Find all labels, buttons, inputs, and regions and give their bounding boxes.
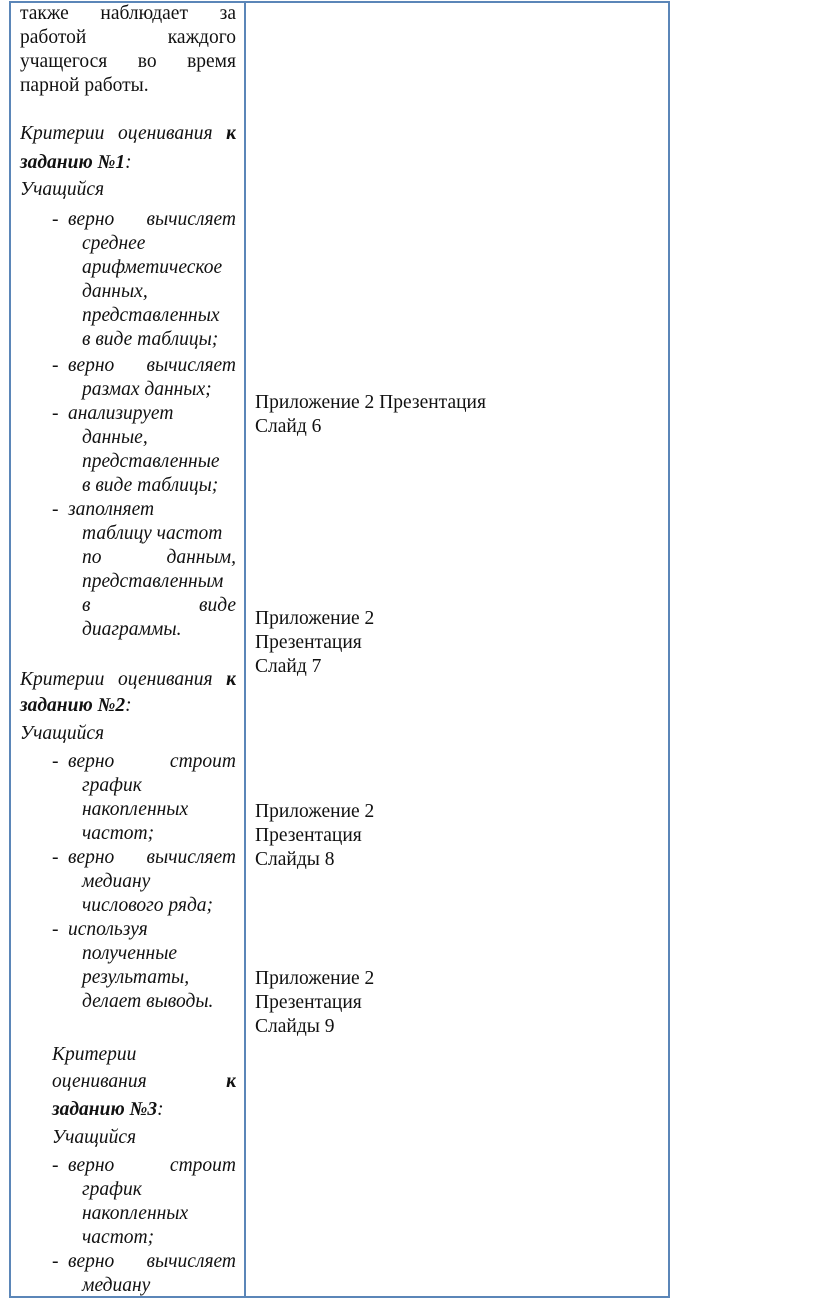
criteria-bullet-line: [68, 1154, 236, 1178]
text-segment: накопленных: [82, 799, 189, 820]
text-segment: медиану: [82, 1275, 151, 1296]
bullet-dash: -: [52, 847, 59, 868]
text-line: [82, 798, 236, 822]
text-segment: представленным: [82, 571, 224, 592]
text-line: [82, 304, 236, 328]
text-line: [82, 1274, 236, 1298]
text-line: [20, 722, 236, 746]
text-line: [52, 1098, 236, 1122]
criteria-bullet-line: [68, 918, 236, 942]
text-segment: Критерии оценивания: [20, 669, 227, 690]
criteria-bullet-line: [68, 750, 236, 774]
text-segment: частот;: [82, 823, 155, 844]
resource-reference: Презентация: [255, 632, 362, 653]
text-segment: представленные: [82, 451, 220, 472]
text-segment: верно строит: [68, 1155, 236, 1176]
text-line: [82, 522, 236, 546]
text-segment: делает выводы.: [82, 991, 214, 1012]
text-line: [82, 1178, 236, 1202]
text-segment: работой каждого: [20, 27, 236, 48]
resource-reference: Презентация: [255, 992, 362, 1013]
text-segment: учащегося во время: [20, 51, 236, 72]
text-line: [52, 1043, 236, 1067]
bullet-dash: -: [52, 355, 59, 376]
text-segment: диаграммы.: [82, 619, 182, 640]
text-line: [82, 474, 236, 498]
text-line: [82, 378, 236, 402]
bullet-dash: -: [52, 403, 59, 424]
text-line: [82, 450, 236, 474]
text-line: [82, 990, 236, 1014]
text-line: [52, 1126, 236, 1150]
text-line: [20, 668, 236, 692]
text-line: [20, 50, 236, 74]
text-segment: заданию №2: [20, 695, 126, 716]
text-line: [82, 546, 236, 570]
text-segment: также наблюдает за: [20, 3, 236, 24]
text-segment: в виде таблицы;: [82, 329, 219, 350]
text-line: [82, 618, 236, 642]
text-line: [82, 256, 236, 280]
text-segment: таблицу частот: [82, 523, 223, 544]
text-line: [20, 2, 236, 26]
text-segment: парной работы.: [20, 75, 149, 96]
resource-reference: Приложение 2: [255, 968, 375, 989]
text-segment: частот;: [82, 1227, 155, 1248]
text-line: [82, 232, 236, 256]
text-segment: :: [125, 152, 132, 173]
column-divider: [244, 1, 246, 1298]
bullet-dash: -: [52, 1155, 59, 1176]
text-line: [82, 594, 236, 618]
text-segment: Учащийся: [52, 1127, 137, 1148]
resource-reference: Слайд 6: [255, 416, 322, 437]
bullet-dash: -: [52, 209, 59, 230]
text-line: [82, 570, 236, 594]
text-segment: Критерии: [52, 1044, 137, 1065]
text-line: [82, 1202, 236, 1226]
text-line: [82, 280, 236, 304]
text-line: [20, 694, 236, 718]
text-line: [52, 1070, 236, 1094]
text-segment: Учащийся: [20, 723, 105, 744]
text-segment: заданию №3: [52, 1099, 158, 1120]
text-segment: :: [157, 1099, 164, 1120]
criteria-bullet-line: [68, 498, 236, 522]
criteria-bullet-line: [68, 1250, 236, 1274]
text-segment: в виде таблицы;: [82, 475, 219, 496]
text-segment: верно вычисляет: [68, 355, 236, 376]
text-segment: анализирует: [68, 403, 174, 424]
text-segment: в виде: [82, 595, 236, 616]
text-line: [82, 822, 236, 846]
text-segment: оценивания: [52, 1071, 227, 1092]
text-segment: к: [226, 1071, 236, 1092]
text-segment: график: [82, 1179, 142, 1200]
text-segment: среднее: [82, 233, 146, 254]
text-segment: к: [226, 123, 236, 144]
criteria-bullet-line: [68, 208, 236, 232]
text-segment: Критерии оценивания: [20, 123, 227, 144]
text-line: [82, 426, 236, 450]
text-line: [82, 894, 236, 918]
text-segment: верно вычисляет: [68, 1251, 236, 1272]
text-segment: к: [226, 669, 236, 690]
text-line: [82, 328, 236, 352]
bullet-dash: -: [52, 751, 59, 772]
text-line: [20, 26, 236, 50]
text-line: [20, 74, 236, 98]
bullet-dash: -: [52, 499, 59, 520]
text-segment: верно вычисляет: [68, 847, 236, 868]
text-line: [20, 151, 236, 175]
text-segment: Учащийся: [20, 179, 105, 200]
criteria-bullet-line: [68, 354, 236, 378]
text-segment: заданию №1: [20, 152, 126, 173]
bullet-dash: -: [52, 919, 59, 940]
text-segment: представленных: [82, 305, 220, 326]
text-segment: по данным,: [82, 547, 236, 568]
text-line: [20, 122, 236, 146]
resource-reference: Приложение 2: [255, 801, 375, 822]
text-line: [20, 178, 236, 202]
resource-reference: Слайды 8: [255, 849, 335, 870]
text-segment: медиану: [82, 871, 151, 892]
resource-reference: Слайд 7: [255, 656, 322, 677]
text-segment: данные,: [82, 427, 148, 448]
text-segment: размах данных;: [82, 379, 212, 400]
text-segment: полученные: [82, 943, 178, 964]
text-segment: результаты,: [82, 967, 190, 988]
text-segment: используя: [68, 919, 148, 940]
text-segment: :: [125, 695, 132, 716]
text-segment: данных,: [82, 281, 148, 302]
criteria-bullet-line: [68, 402, 236, 426]
text-segment: арифметическое: [82, 257, 223, 278]
resource-reference: Приложение 2 Презентация: [255, 392, 486, 413]
resource-reference: Приложение 2: [255, 608, 375, 629]
text-line: [82, 966, 236, 990]
text-segment: верно строит: [68, 751, 236, 772]
text-segment: график: [82, 775, 142, 796]
bullet-dash: -: [52, 1251, 59, 1272]
text-line: [82, 1226, 236, 1250]
text-segment: числового ряда;: [82, 895, 214, 916]
text-line: [82, 774, 236, 798]
text-segment: накопленных: [82, 1203, 189, 1224]
resource-reference: Презентация: [255, 825, 362, 846]
criteria-bullet-line: [68, 846, 236, 870]
text-segment: заполняет: [68, 499, 155, 520]
text-line: [82, 870, 236, 894]
text-segment: верно вычисляет: [68, 209, 236, 230]
resource-reference: Слайды 9: [255, 1016, 335, 1037]
text-line: [82, 942, 236, 966]
